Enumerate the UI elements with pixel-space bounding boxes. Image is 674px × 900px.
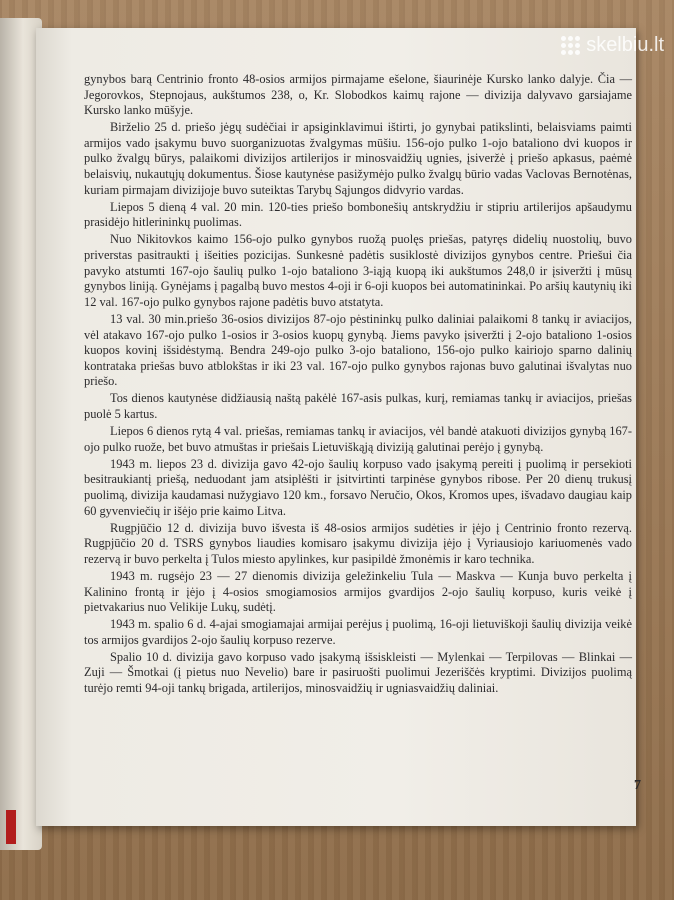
dots-logo-icon (561, 36, 580, 55)
skelbiu-watermark (561, 34, 664, 57)
paragraph: Rugpjūčio 12 d. divizija buvo išvesta iš 48-osios armijos sudėties ir įėjo į Centrinio fronto rezervą. Rugpjūčio 20 d. TSRS gynybos liaudies komisaro įsakymu divizija įėjo į Vyriausiojo kariuomenės vado rezervą ir buvo perkelta į Tulos miesto apylinkes, kur pasipildė žmonėmis ir karo technika. (84, 520, 632, 566)
book-page (36, 28, 641, 826)
page-number: 7 (634, 778, 641, 793)
watermark-text: skelbiu.lt (586, 34, 664, 56)
paragraph: Liepos 6 dienos rytą 4 val. priešas, remiamas tankų ir aviacijos, vėl bandė atakuoti divizijos gynybą 167-ojo pulko ruože, bet buvo atmuštas ir priešais Lietuviškąją diviziją galutinai perėjo į gynybą. (84, 424, 632, 454)
paragraph: 13 val. 30 min.priešo 36-osios divizijos 87-ojo pėstininkų pulko daliniai palaikomi 8 tankų ir aviacijos, vėl atakavo 167-ojo pulko 1-osios ir 3-osios kuopų gynybą. Jiems pavyko įsiveržti į 2-ojo bataliono 1-osios kuopos kovinį išsidėstymą. Bendra 249-ojo pulko 3-ojo bataliono, 156-ojo pulko kairiojo sparno dalinių kontrataka priešas buvo atblokštas ir iki 23 val. 167-ojo pulko gynybos rajonas buvo galutinai išvalytas nuo priešo. (84, 311, 632, 389)
paragraph: Nuo Nikitovkos kaimo 156-ojo pulko gynybos ruožą puolęs priešas, patyręs didelių nuostolių, buvo priverstas pasitraukti į išeities pozicijas. Sunkesnė padėtis susiklostė divizijos gynybos centre. Priešui čia pavyko atstumti 167-ojo šaulių pulko 1-ojo bataliono 3-iąją kuopą iki aukštumos 248,0 ir įsiveržti į mūsų gynybos liniją. Gynėjams į pagalbą buvo mestos 4-oji ir 6-oji kuopos bei automatininkai. Po aršių kautynių iki 12 val. 167-ojo pulko gynybos rajone padėtis buvo atstatyta. (84, 232, 632, 309)
red-bookmark-ribbon (6, 810, 16, 844)
paragraph: 1943 m. liepos 23 d. divizija gavo 42-ojo šaulių korpuso vado įsakymą pereiti į puolimą ir persekioti besitraukiantį priešą, neduodant jam atsiplėšti ir įsitvirtinti tarpinėse gynybos ribose. Per 20 dienų trukusį puolimą, divizija kaudamasi nužygiavo 120 km., forsavo Neručio, Okos, Kromos upes, išvadavo daugiau kaip 60 gyvenviečių ir išėjo prie kaimo Litva. (84, 456, 632, 518)
page-text (84, 72, 632, 698)
paragraph: gynybos barą Centrinio fronto 48-osios armijos pirmajame ešelone, šiaurinėje Kursko lanko dalyje. Čia — Jegorovkos, Stepnojaus, aukštumos 238, o, Kr. Slobodkos kaimų rajone — divizija dalyvavo garsiajame Kursko lanko mūšyje. (84, 72, 632, 118)
paragraph: Liepos 5 dieną 4 val. 20 min. 120-ties priešo bombonešių antskrydžiu ir stipriu artilerijos apšaudymu prasidėjo hitlerininkų puolimas. (84, 199, 632, 230)
paragraph: Birželio 25 d. priešo jėgų sudėčiai ir apsiginklavimui ištirti, jo gynybai patikslinti, belaisviams paimti armijos vado įsakymu buvo suorganizuotas žvalgymas mūšiu. 156-ojo pulko 1-ojo bataliono dvi kuopos ir pulko žvalgų būrys, palaikomi divizijos artilerijos ir minosvaidžių ugnies, įsiveržė į priešo apkasus, paėmė belaisvių, nukautųjų dokumentus. Šiose kautynėse pasižymėjo pulko žvalgų būrio vadas Vaclovas Bernotėnas, kuriam pirmajam divizijoje buvo suteiktas Tarybų Sąjungos didvyrio vardas. (84, 120, 632, 197)
paragraph: Tos dienos kautynėse didžiausią naštą pakėlė 167-asis pulkas, kurį, remiamas tankų ir aviacijos, priešas puolė 5 kartus. (84, 391, 632, 421)
paragraph: Spalio 10 d. divizija gavo korpuso vado įsakymą išsiskleisti — Mylenkai — Terpilovas — Blinkai — Zuji — Šmotkai (į pietus nuo Nevelio) bare ir pasiruošti puolimui Jezeriščės kryptimi. Divizijos puolimą turėjo remti 94-oji tankų brigada, artilerijos, minosvaidžių ir ugniasvaidžių daliniai. (84, 649, 632, 696)
paragraph: 1943 m. spalio 6 d. 4-ajai smogiamajai armijai perėjus į puolimą, 16-oji lietuviškoji šaulių divizija veikė tos armijos gvardijos 2-ojo šaulių korpuso rezerve. (84, 617, 632, 647)
paragraph: 1943 m. rugsėjo 23 — 27 dienomis divizija geležinkeliu Tula — Maskva — Kunja buvo perkelta į Kalinino frontą ir įėjo į 4-osios smogiamosios armijos gvardijos 2-ojo šaulių korpuso, kuris veikė į pietvakarius nuo Velikije Lukų, sudėtį. (84, 568, 632, 615)
